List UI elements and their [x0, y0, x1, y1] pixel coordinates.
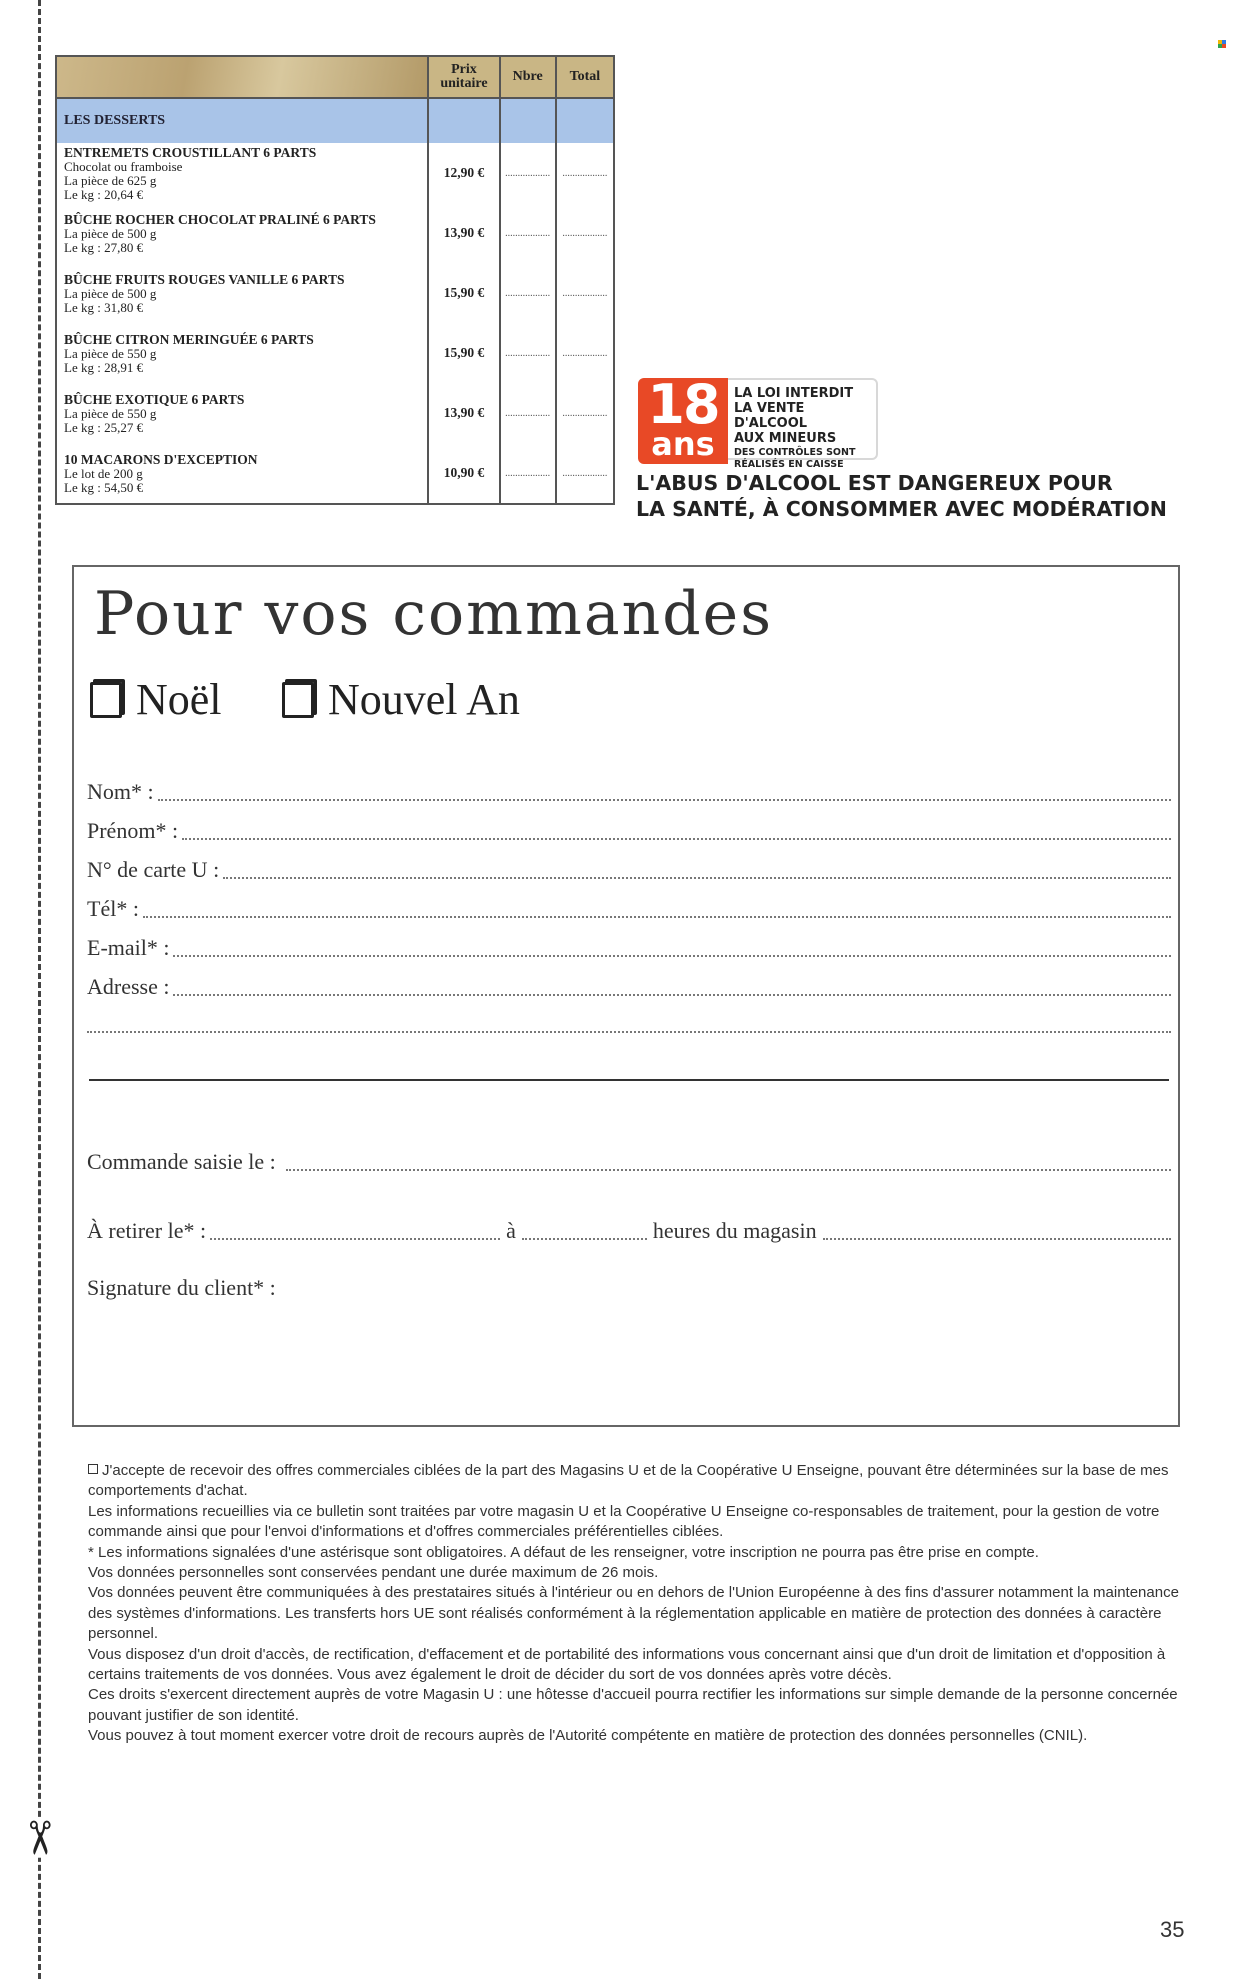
product-cell	[56, 323, 428, 383]
unit-price: 13,90 €	[428, 383, 499, 443]
qty-field[interactable]: ..................	[500, 443, 556, 504]
unit-price: 10,90 €	[428, 443, 499, 504]
order-form	[72, 565, 1180, 1427]
product-cell	[56, 143, 428, 203]
legal-text: Ces droits s'exercent directement auprès de votre Magasin U : une hôtesse d'accueil pourra rectifier les informations sur simple demande de la personne concernée pouvant justifier de son identité.	[88, 1686, 1178, 1724]
checkbox-icon[interactable]	[90, 682, 122, 718]
product-weight: Le lot de 200 g	[64, 465, 143, 481]
adresse-input-2[interactable]	[87, 1013, 1171, 1033]
product-name: BÛCHE EXOTIQUE 6 PARTS	[64, 391, 245, 407]
table-row	[56, 383, 614, 443]
form-title: Pour vos commandes	[94, 579, 773, 649]
field-label: à	[506, 1218, 516, 1243]
prenom-input[interactable]	[182, 820, 1171, 840]
field-label: Prénom* :	[87, 818, 179, 843]
field-label: Adresse :	[87, 974, 170, 999]
age-restriction-badge	[638, 373, 884, 470]
product-name: BÛCHE FRUITS ROUGES VANILLE 6 PARTS	[64, 271, 345, 287]
product-price-per-kg: Le kg : 20,64 €	[64, 186, 144, 202]
legal-notice	[88, 1461, 1188, 1747]
table-row	[56, 143, 614, 203]
legal-text: Vos données personnelles sont conservées pendant une durée maximum de 26 mois.	[88, 1564, 659, 1582]
consent-paragraph[interactable]	[88, 1461, 1188, 1502]
field-label: Nom* :	[87, 779, 154, 804]
scissors-icon: ✂	[12, 1818, 67, 1858]
table-header-qty: Nbre	[500, 56, 556, 98]
field-tel[interactable]	[87, 892, 1171, 922]
age-number: 18	[647, 373, 719, 436]
carte-input[interactable]	[223, 859, 1171, 879]
category-row	[56, 98, 614, 143]
divider	[89, 1079, 1169, 1081]
field-prenom[interactable]	[87, 814, 1171, 844]
badge-line: LA LOI INTERDIT	[734, 386, 854, 401]
cut-line	[38, 0, 41, 1979]
unit-price: 13,90 €	[428, 203, 499, 263]
product-desc: Chocolat ou framboise	[64, 158, 183, 174]
signature-label: Signature du client* :	[87, 1275, 276, 1300]
adresse-input[interactable]	[173, 976, 1171, 996]
product-cell	[56, 203, 428, 263]
page-number: 35	[1160, 1917, 1185, 1942]
table-row	[56, 323, 614, 383]
table-header-unit-price: Prix unitaire	[428, 56, 499, 98]
product-weight: La pièce de 550 g	[64, 345, 157, 361]
field-nom[interactable]	[87, 775, 1171, 805]
product-cell	[56, 443, 428, 504]
commande-date-input[interactable]	[286, 1151, 1171, 1171]
nom-input[interactable]	[158, 781, 1171, 801]
field-email[interactable]	[87, 931, 1171, 961]
retrait-date-input[interactable]	[210, 1220, 500, 1240]
age-badge-text	[728, 378, 878, 470]
product-name: ENTREMETS CROUSTILLANT 6 PARTS	[64, 144, 317, 160]
legal-text: Les informations recueillies via ce bulletin sont traitées par votre magasin U et la Coopérative U Enseigne co-responsables de traitement, pour la gestion de votre commande ainsi que pour l'envoi d'informations et d'offres commerciales préférentielles ciblées.	[88, 1502, 1160, 1541]
product-name: BÛCHE CITRON MERINGUÉE 6 PARTS	[64, 331, 314, 347]
desserts-order-table	[55, 55, 615, 505]
product-cell	[56, 263, 428, 323]
badge-line: RÉALISÉS EN CAISSE	[734, 459, 844, 470]
field-label: Commande saisie le :	[87, 1149, 276, 1174]
product-price-per-kg: Le kg : 54,50 €	[64, 479, 144, 495]
product-price-per-kg: Le kg : 25,27 €	[64, 419, 144, 435]
qty-field[interactable]: ..................	[500, 263, 556, 323]
checkbox-noel[interactable]	[90, 675, 222, 725]
retrait-heure-input[interactable]	[522, 1220, 647, 1240]
table-row	[56, 203, 614, 263]
product-cell	[56, 383, 428, 443]
field-label: heures du magasin	[652, 1218, 817, 1243]
product-name: BÛCHE ROCHER CHOCOLAT PRALINÉ 6 PARTS	[64, 211, 376, 227]
total-field[interactable]: ..................	[556, 263, 614, 323]
field-label: N° de carte U :	[87, 857, 220, 882]
product-price-per-kg: Le kg : 27,80 €	[64, 239, 144, 255]
qty-field[interactable]: ..................	[500, 203, 556, 263]
product-weight: La pièce de 550 g	[64, 405, 157, 421]
magasin-input[interactable]	[823, 1220, 1171, 1240]
field-adresse-2[interactable]	[87, 1007, 1171, 1037]
table-row	[56, 443, 614, 504]
legal-text: * Les informations signalées d'une astérisque sont obligatoires. A défaut de les renseigner, votre inscription ne pourra pas être prise en compte.	[88, 1543, 1039, 1561]
age-unit: ans	[651, 425, 715, 463]
qty-field[interactable]: ..................	[500, 143, 556, 203]
legal-text: J'accepte de recevoir des offres commerciales ciblées de la part des Magasins U et de la Coopérative U Enseigne, pouvant être déterminées sur la base de mes comportements d'achat.	[88, 1462, 1169, 1500]
badge-line: DES CONTRÔLES SONT	[734, 447, 856, 458]
category-name: LES DESSERTS	[56, 98, 428, 143]
table-header-product	[56, 56, 428, 98]
warning-line: LA SANTÉ, À CONSOMMER AVEC MODÉRATION	[636, 497, 1167, 521]
total-field[interactable]: ..................	[556, 203, 614, 263]
product-weight: La pièce de 625 g	[64, 172, 157, 188]
total-field[interactable]: ..................	[556, 443, 614, 504]
field-commande-saisie[interactable]	[87, 1145, 1171, 1175]
checkbox-nouvel-an[interactable]	[282, 675, 520, 725]
qty-field[interactable]: ..................	[500, 323, 556, 383]
unit-price: 15,90 €	[428, 263, 499, 323]
total-field[interactable]: ..................	[556, 323, 614, 383]
field-label: À retirer le* :	[87, 1218, 207, 1243]
table-row	[56, 263, 614, 323]
email-input[interactable]	[173, 937, 1171, 957]
badge-line: LA VENTE D'ALCOOL	[734, 401, 808, 431]
age-badge-red	[638, 373, 728, 464]
total-field[interactable]: ..................	[556, 143, 614, 203]
field-carte[interactable]	[87, 853, 1171, 883]
field-retirer[interactable]	[87, 1214, 1171, 1244]
alcohol-warning	[636, 470, 1196, 522]
unit-price: 15,90 €	[428, 323, 499, 383]
checkbox-label: Noël	[136, 675, 222, 724]
field-label: Tél* :	[87, 896, 139, 921]
badge-line: AUX MINEURS	[734, 431, 837, 446]
product-weight: La pièce de 500 g	[64, 285, 157, 301]
tel-input[interactable]	[143, 898, 1171, 918]
product-weight: La pièce de 500 g	[64, 225, 157, 241]
legal-text: Vous disposez d'un droit d'accès, de rectification, d'effacement et de portabilité des informations vous concernant ainsi que d'un droit de limitation et d'opposition à certains traitements de vos données. Vous avez également le droit de décider du sort de vos données après votre décès.	[88, 1645, 1166, 1684]
product-name: 10 MACARONS D'EXCEPTION	[64, 451, 258, 467]
legal-text: Vos données peuvent être communiquées à des prestataires situés à l'intérieur ou en dehors de l'Union Européenne à des fins d'assurer notamment la maintenance des systèmes d'informations. Les transferts hors UE sont réalisés conformément à la réglementation applicable en matière de protection des données à caractère personnel.	[88, 1584, 1179, 1643]
total-field[interactable]: ..................	[556, 383, 614, 443]
legal-text: Vous pouvez à tout moment exercer votre droit de recours auprès de l'Autorité compétente en matière de protection des données personnelles (CNIL).	[88, 1727, 1088, 1745]
table-header-total: Total	[556, 56, 614, 98]
checkbox-label: Nouvel An	[328, 675, 520, 724]
field-label: E-mail* :	[87, 935, 170, 960]
field-adresse[interactable]	[87, 970, 1171, 1000]
warning-line: L'ABUS D'ALCOOL EST DANGEREUX POUR	[636, 471, 1113, 495]
consent-checkbox-icon[interactable]	[88, 1464, 98, 1474]
product-price-per-kg: Le kg : 31,80 €	[64, 299, 144, 315]
corner-mark	[1218, 40, 1226, 48]
product-price-per-kg: Le kg : 28,91 €	[64, 359, 144, 375]
qty-field[interactable]: ..................	[500, 383, 556, 443]
unit-price: 12,90 €	[428, 143, 499, 203]
checkbox-icon[interactable]	[282, 682, 314, 718]
